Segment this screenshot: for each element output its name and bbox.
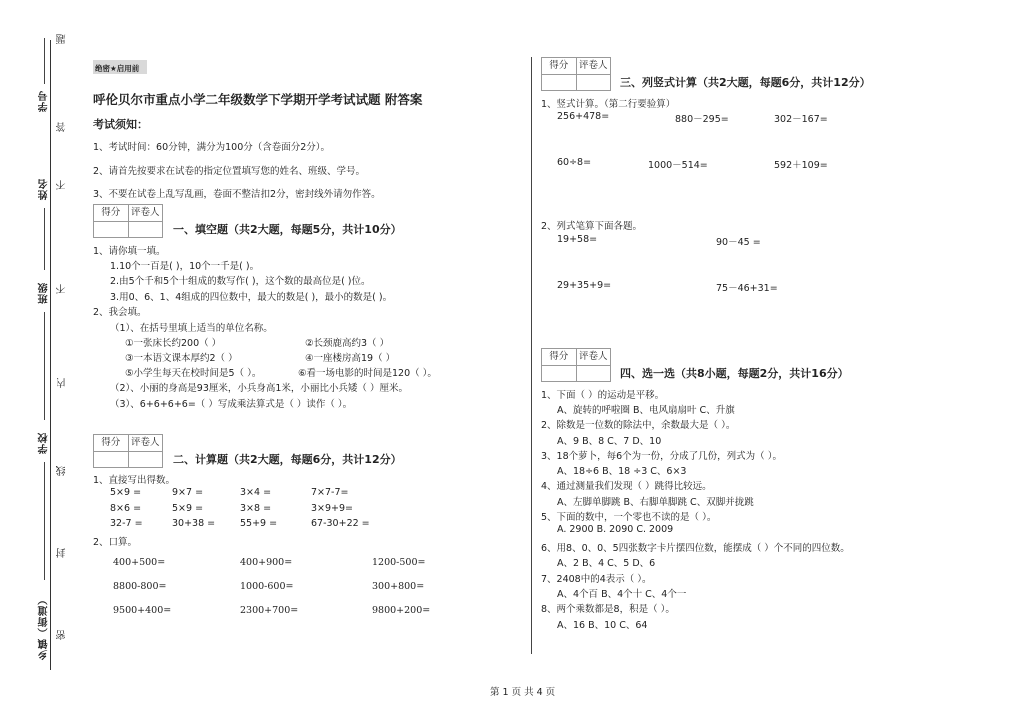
- choice-options: A、旋转的呼啦圈 B、电风扇扇叶 C、升旗: [557, 405, 735, 416]
- calc-item: 9800+200=: [372, 605, 431, 616]
- student-id-label: 学号: [39, 90, 50, 112]
- score-box-fill: [93, 222, 163, 238]
- calc-item: 400+900=: [240, 557, 293, 568]
- strip-char-zhun: 不: [57, 180, 68, 190]
- score-box: [541, 57, 611, 75]
- calc-item: 3×8 =: [240, 503, 272, 514]
- page-title: 呼伦贝尔市重点小学二年级数学下学期开学考试试题 附答案: [93, 92, 423, 107]
- calc-item: 3×9+9=: [311, 503, 354, 514]
- school-label: 学校: [39, 432, 50, 454]
- question: （2）、小丽的身高是93厘米，小兵身高1米，小丽比小兵矮（ ）厘米。: [110, 383, 408, 394]
- choice-options: A. 2900 B. 2090 C. 2009: [557, 524, 674, 535]
- choice-question: 6、用8、0、0、5四张数字卡片摆四位数，能摆成（ ）个不同的四位数。: [541, 543, 850, 554]
- question: 3.用0、6、1、4组成的四位数中，最大的数是( )，最小的数是( )。: [110, 292, 393, 303]
- calc-item: 32-7 =: [110, 518, 143, 529]
- score-box-fill: [541, 75, 611, 91]
- section-title: 一、填空题（共2大题，每题5分，共计10分）: [173, 223, 402, 236]
- calc-item: 60÷8=: [557, 157, 592, 168]
- strip-char-da: 答: [57, 122, 68, 132]
- score-box: [541, 348, 611, 366]
- question: ⑥看一场电影的时间是120（ ）。: [298, 368, 437, 379]
- notice-item: 1、考试时间：60分钟，满分为100分（含卷面分2分）。: [93, 142, 331, 153]
- score-label: 得分: [542, 58, 577, 74]
- grader-label: 评卷人: [578, 60, 608, 71]
- question: （3）、6+6+6+6=（ ）写成乘法算式是（ ）读作（ ）。: [110, 399, 353, 410]
- calc-item: 880－295=: [675, 114, 729, 125]
- strip-char-feng: 封: [57, 548, 68, 558]
- strip-char-ti: 题: [57, 34, 68, 44]
- question: 1、竖式计算。（第二行要验算）: [541, 99, 676, 110]
- calc-item: 1000－514=: [648, 160, 708, 171]
- calc-item: 90－45 =: [716, 237, 761, 248]
- calc-item: 9500+400=: [113, 605, 172, 616]
- student-id-fill-line: [44, 38, 45, 84]
- score-box-fill: [541, 366, 611, 382]
- question: 1、请你填一填。: [93, 246, 166, 257]
- score-box: [93, 204, 163, 222]
- question: 2、列式笔算下面各题。: [541, 221, 643, 232]
- question: 2、我会填。: [93, 307, 147, 318]
- calc-item: 256+478=: [557, 111, 610, 122]
- calc-item: 1000-600=: [240, 581, 294, 592]
- choice-options: A、18÷6 B、18 ÷3 C、6×3: [557, 466, 687, 477]
- score-label: 得分: [94, 205, 129, 221]
- class-fill-line: [44, 312, 45, 420]
- choice-options: A、左脚单脚跳 B、右脚单脚跳 C、双脚并拢跳: [557, 497, 754, 508]
- score-box: [93, 434, 163, 452]
- question: 1.10个一百是( )，10个一千是( )。: [110, 261, 260, 272]
- choice-options: A、2 B、4 C、5 D、6: [557, 558, 656, 569]
- choice-question: 4、通过测量我们发现（ ）跳得比较远。: [541, 481, 712, 492]
- calc-item: 400+500=: [113, 557, 166, 568]
- calc-item: 19+58=: [557, 234, 598, 245]
- grader-label: 评卷人: [130, 207, 160, 218]
- binding-line: [50, 40, 51, 670]
- choice-question: 2、除数是一位数的除法中，余数最大是（ ）。: [541, 420, 736, 431]
- grader-label: 评卷人: [130, 437, 160, 448]
- strip-char-mi: 密: [57, 630, 68, 640]
- calc-item: 2300+700=: [240, 605, 299, 616]
- calc-item: 8800-800=: [113, 581, 167, 592]
- choice-question: 1、下面（ ）的运动是平移。: [541, 390, 665, 401]
- score-box-fill: [93, 452, 163, 468]
- calc-item: 8×6 =: [110, 503, 142, 514]
- calc-item: 592＋109=: [774, 160, 828, 171]
- calc-item: 29+35+9=: [557, 280, 612, 291]
- notice-item: 3、不要在试卷上乱写乱画，卷面不整洁扣2分，密封线外请勿作答。: [93, 189, 381, 200]
- choice-question: 8、两个乘数都是8，积是（ ）。: [541, 604, 675, 615]
- question: 2.由5个千和5个十组成的数写作( )，这个数的最高位是( )位。: [110, 276, 371, 287]
- calc-item: 67-30+22 =: [311, 518, 370, 529]
- choice-options: A、9 B、8 C、7 D、10: [557, 436, 662, 447]
- calc-item: 5×9 =: [172, 503, 204, 514]
- question: 2、口算。: [93, 537, 138, 548]
- township-label: 乡镇（街道）: [39, 594, 50, 660]
- class-label: 班级: [39, 282, 50, 304]
- choice-options: A、16 B、10 C、64: [557, 620, 648, 631]
- question: ②长颈鹿高约3（ ）: [305, 338, 390, 349]
- choice-question: 5、下面的数中，一个零也不读的是（ ）。: [541, 512, 717, 523]
- question: ④一座楼房高19（ ）: [305, 353, 396, 364]
- calc-item: 30+38 =: [172, 518, 216, 529]
- section-title: 四、选一选（共8小题，每题2分，共计16分）: [620, 367, 849, 380]
- choice-options: A、4个百 B、4个十 C、4个一: [557, 589, 687, 600]
- question: ③一本语文课本厚约2（ ）: [125, 353, 238, 364]
- secret-label: 绝密★启用前: [93, 60, 147, 74]
- name-fill-line: [44, 208, 45, 270]
- calc-item: 5×9 =: [110, 487, 142, 498]
- calc-item: 1200-500=: [372, 557, 426, 568]
- question: 1、直接写出得数。: [93, 475, 176, 486]
- strip-char-xian: 线: [57, 466, 68, 476]
- column-divider: [531, 57, 532, 654]
- notice-heading: 考试须知：: [93, 118, 148, 131]
- question: （1）、在括号里填上适当的单位名称。: [110, 323, 273, 334]
- score-label: 得分: [94, 435, 129, 451]
- page-footer: 第 1 页 共 4 页: [490, 687, 556, 698]
- calc-item: 75－46+31=: [716, 283, 778, 294]
- calc-item: 3×4 =: [240, 487, 272, 498]
- calc-item: 55+9 =: [240, 518, 278, 529]
- calc-item: 7×7-7=: [311, 487, 349, 498]
- notice-item: 2、请首先按要求在试卷的指定位置填写您的姓名、班级、学号。: [93, 166, 366, 177]
- calc-item: 9×7 =: [172, 487, 204, 498]
- grader-label: 评卷人: [578, 351, 608, 362]
- section-title: 二、计算题（共2大题，每题6分，共计12分）: [173, 453, 402, 466]
- choice-question: 7、2408中的4表示（ ）。: [541, 574, 652, 585]
- question: ①一张床长约200（ ）: [125, 338, 222, 349]
- question: ⑤小学生每天在校时间是5（ ）。: [125, 368, 262, 379]
- name-label: 姓名: [39, 178, 50, 200]
- choice-question: 3、18个萝卜，每6个为一份，分成了几份，列式为（ ）。: [541, 451, 782, 462]
- school-fill-line: [44, 462, 45, 580]
- strip-char-nei: 内: [57, 378, 68, 388]
- score-label: 得分: [542, 349, 577, 365]
- section-title: 三、列竖式计算（共2大题，每题6分，共计12分）: [620, 76, 871, 89]
- strip-char-bu: 不: [57, 284, 68, 294]
- calc-item: 300+800=: [372, 581, 425, 592]
- calc-item: 302－167=: [774, 114, 828, 125]
